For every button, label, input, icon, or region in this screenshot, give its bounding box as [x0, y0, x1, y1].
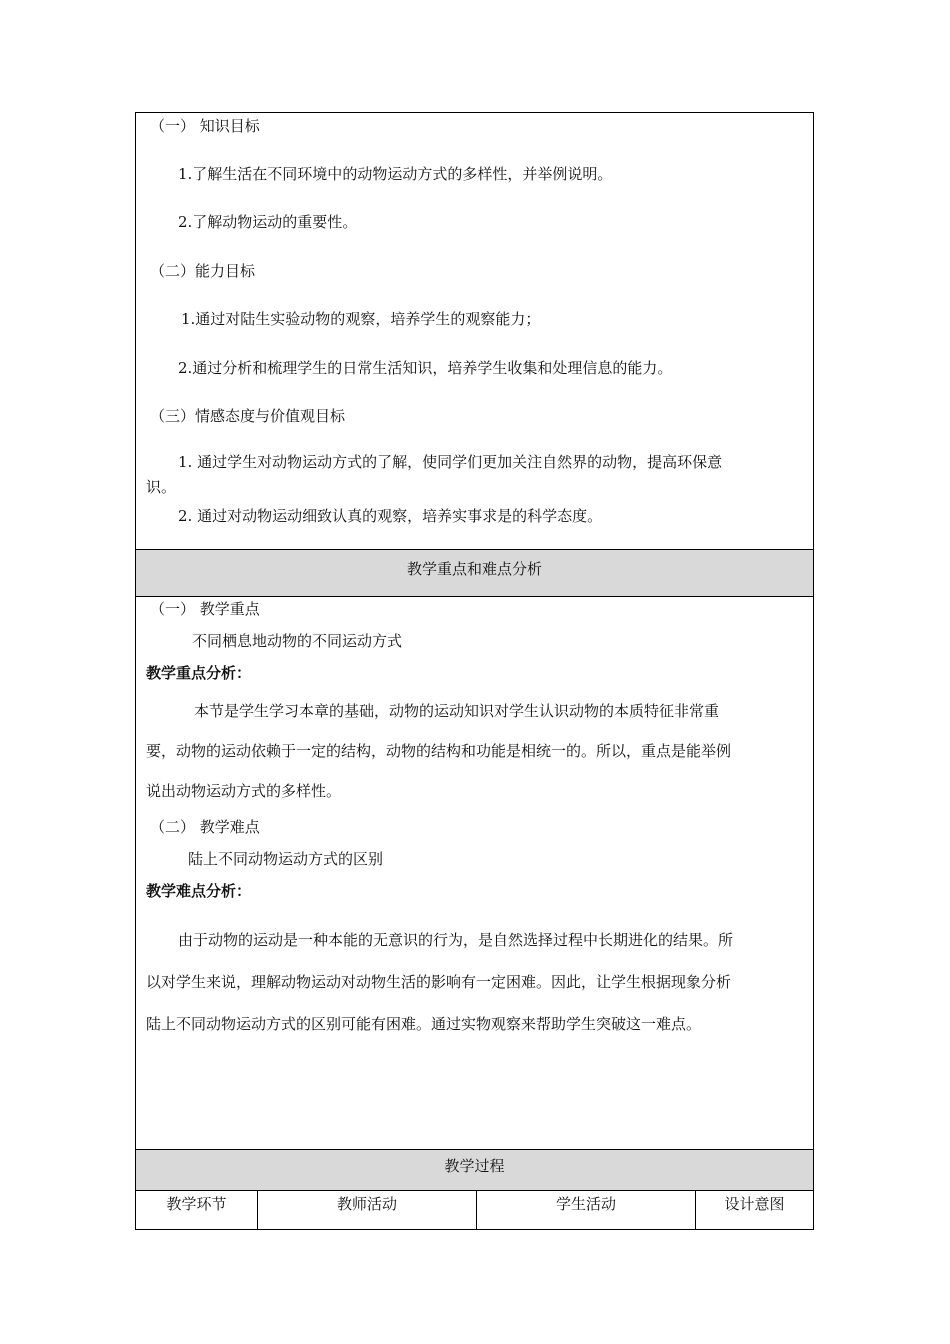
key-point-analysis-line: 本节是学生学习本章的基础，动物的运动知识对学生认识动物的本质特征非常重 — [194, 702, 720, 720]
key-point-heading: （一） 教学重点 — [150, 600, 260, 618]
ability-objective-heading: （二）能力目标 — [150, 262, 256, 280]
difficult-point-analysis-label: 教学难点分析： — [146, 882, 252, 900]
knowledge-objective-item: 2.了解动物运动的重要性。 — [178, 213, 358, 231]
difficult-point-analysis-line: 由于动物的运动是一种本能的无意识的行为，是自然选择过程中长期进化的结果。所 — [178, 931, 734, 949]
ability-objective-item: 1.通过对陆生实验动物的观察，培养学生的观察能力； — [181, 310, 541, 328]
analysis-section-title: 教学重点和难点分析 — [406, 560, 542, 578]
ability-objective-item: 2.通过分析和梳理学生的日常生活知识，培养学生收集和处理信息的能力。 — [178, 359, 673, 377]
knowledge-objective-item: 1.了解生活在不同环境中的动物运动方式的多样性，并举例说明。 — [178, 165, 613, 183]
difficult-point-heading: （二） 教学难点 — [150, 818, 260, 836]
key-point-analysis-line: 说出动物运动方式的多样性。 — [146, 782, 342, 800]
process-section-header — [136, 1149, 813, 1191]
process-section-title: 教学过程 — [444, 1157, 505, 1175]
attitude-objective-item: 1. 通过学生对动物运动方式的了解，使同学们更加关注自然界的动物，提高环保意 — [178, 453, 723, 471]
difficult-point-analysis-line: 以对学生来说，理解动物运动对动物生活的影响有一定困难。因此，让学生根据现象分析 — [146, 973, 732, 991]
difficult-point-content: 陆上不同动物运动方式的区别 — [188, 850, 384, 868]
attitude-objective-item-continued: 识。 — [146, 478, 177, 496]
key-point-content: 不同栖息地动物的不同运动方式 — [192, 632, 403, 650]
knowledge-objective-heading: （一） 知识目标 — [150, 117, 260, 135]
process-column-header-row — [136, 1190, 813, 1230]
column-header-stage: 教学环节 — [166, 1195, 227, 1213]
attitude-objective-item: 2. 通过对动物运动细致认真的观察，培养实事求是的科学态度。 — [178, 507, 603, 525]
difficult-point-analysis-line: 陆上不同动物运动方式的区别可能有困难。通过实物观察来帮助学生突破这一难点。 — [146, 1015, 702, 1033]
column-header-design-intent: 设计意图 — [724, 1195, 785, 1213]
attitude-objective-heading: （三）情感态度与价值观目标 — [150, 407, 346, 425]
key-point-analysis-label: 教学重点分析： — [146, 664, 252, 682]
column-header-student-activity: 学生活动 — [555, 1195, 616, 1213]
analysis-section-header — [136, 549, 813, 597]
lesson-plan-table — [135, 112, 814, 1230]
column-header-teacher-activity: 教师活动 — [336, 1195, 397, 1213]
key-point-analysis-line: 要，动物的运动依赖于一定的结构，动物的结构和功能是相统一的。所以，重点是能举例 — [146, 742, 732, 760]
